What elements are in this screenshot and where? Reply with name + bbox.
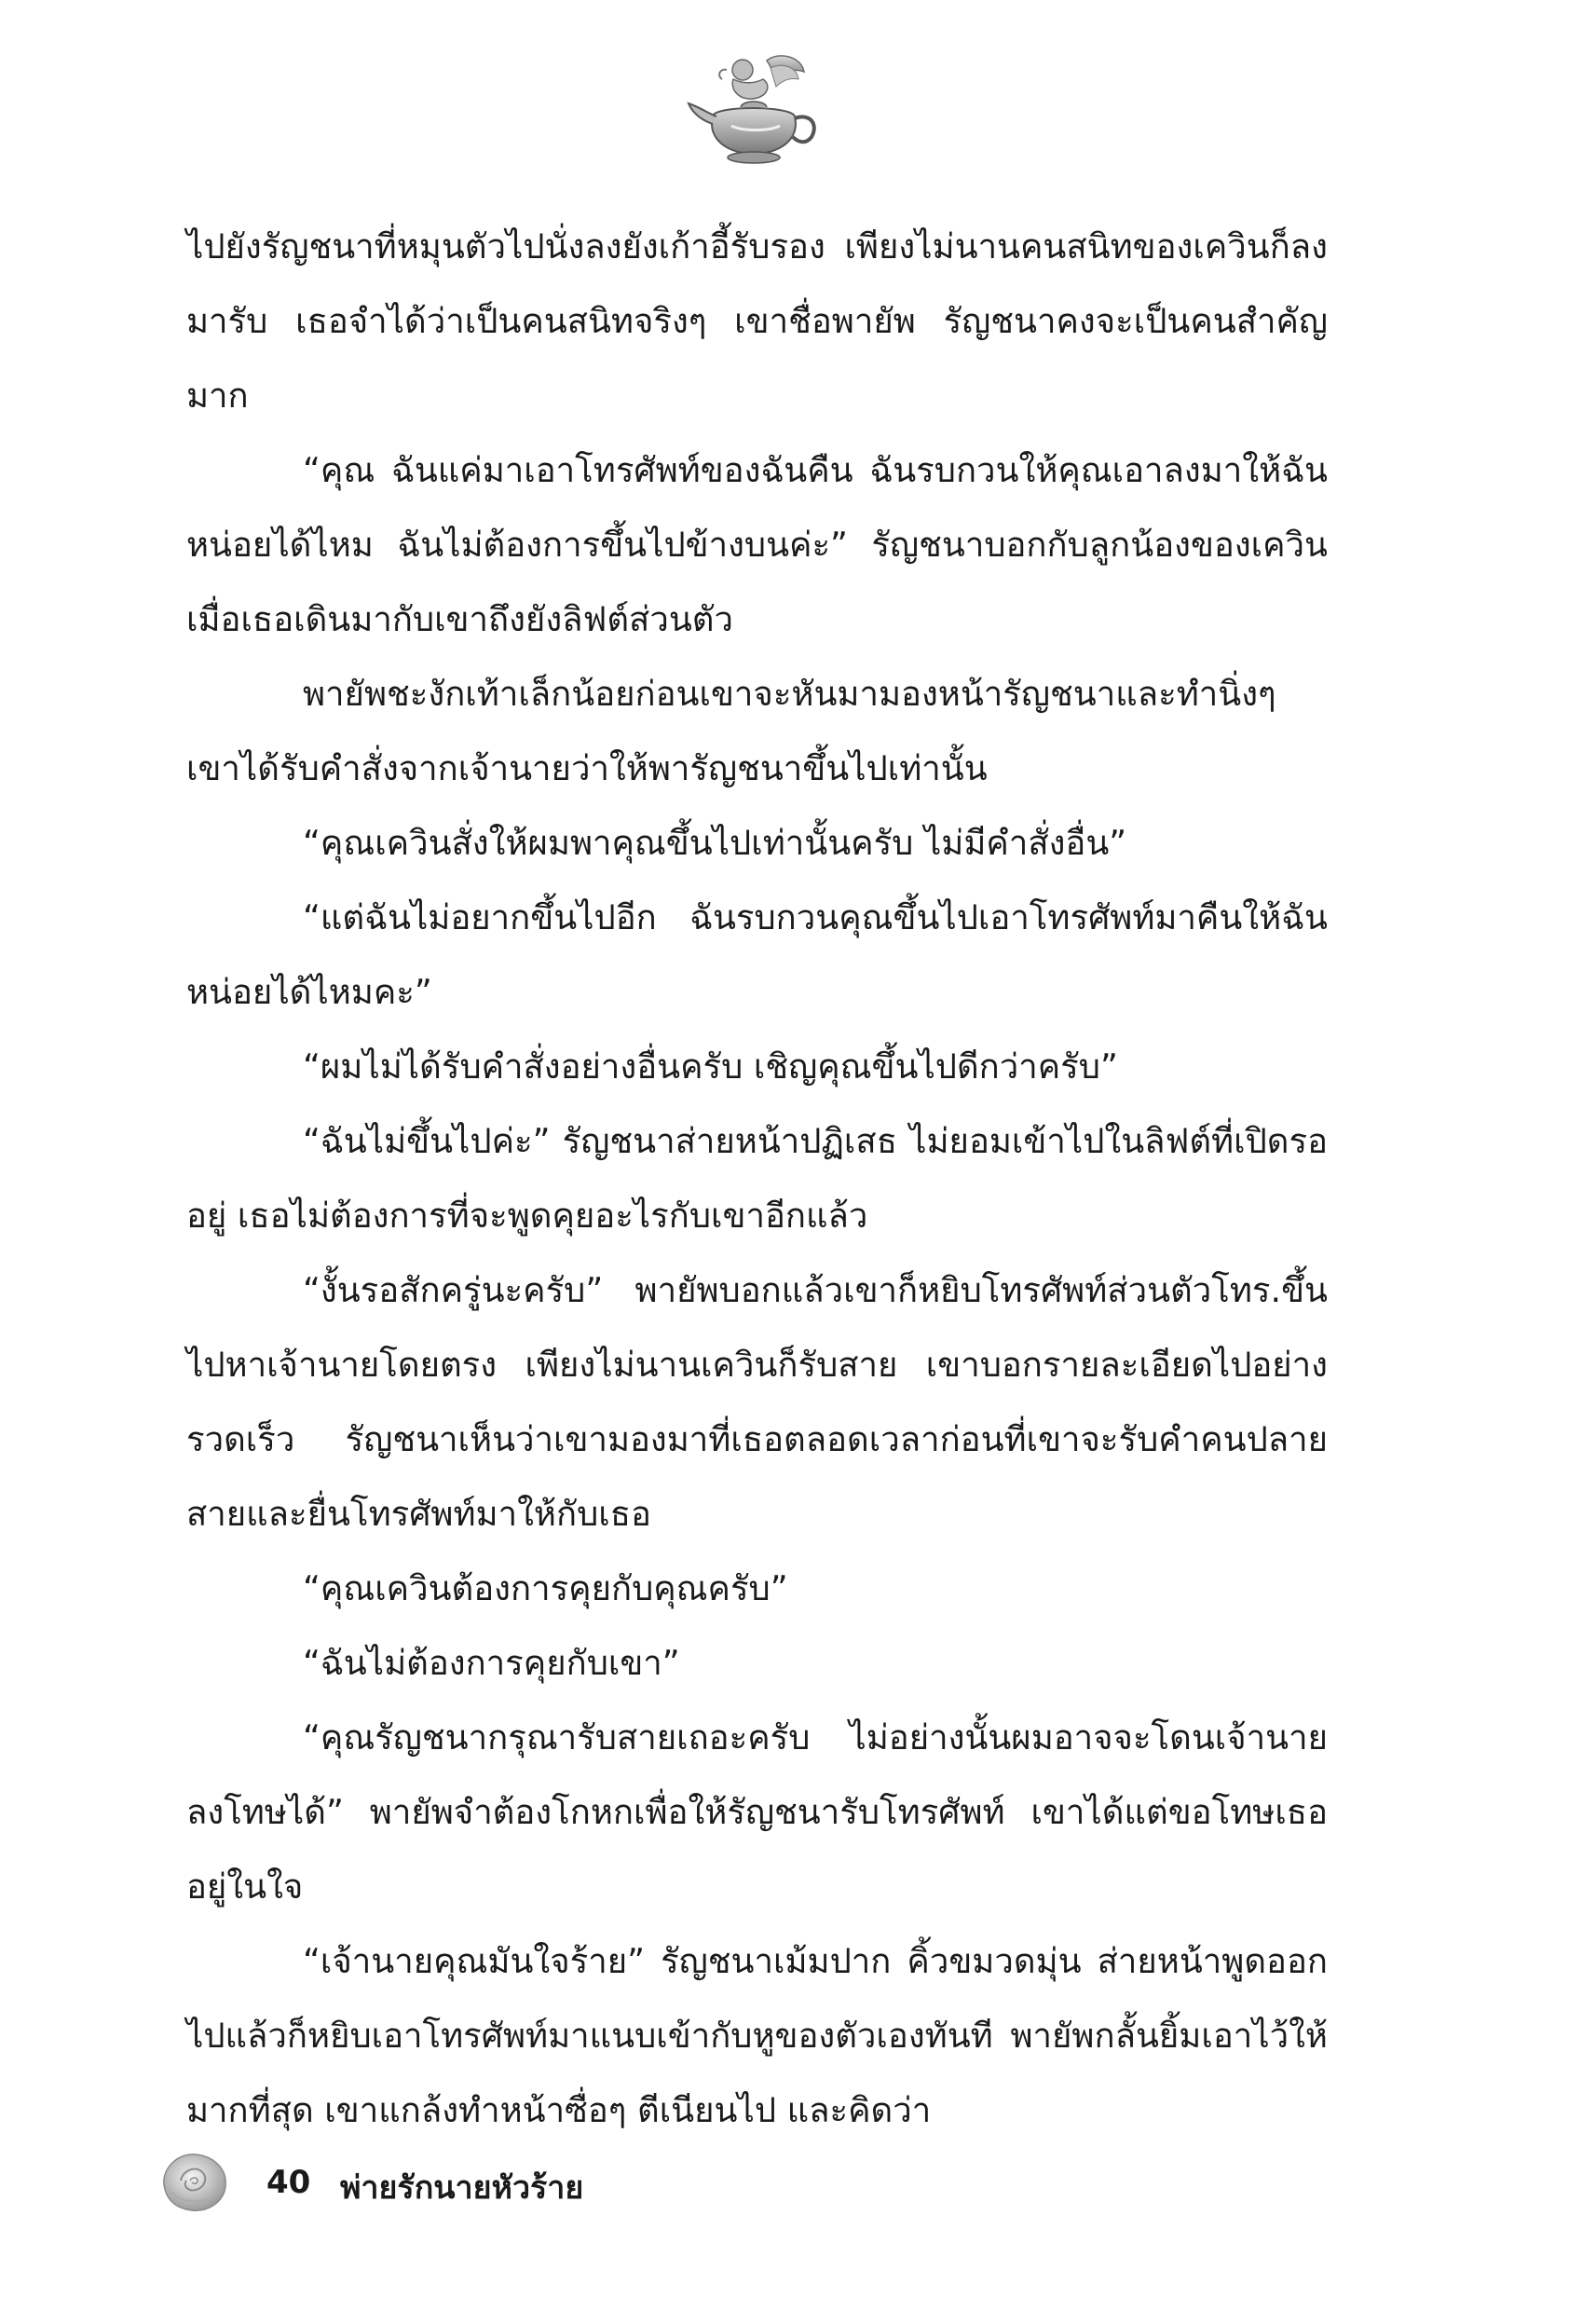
page-number: 40 (266, 2164, 311, 2201)
paragraph-1: ไปยังรัญชนาที่หมุนตัวไปนั่งลงยังเก้าอี้รับรอง เพียงไม่นานคนสนิทของเควินก็ลงมารับ เธอจำได้ว่าเป็นคนสนิทจริงๆ เขาชื่อพายัพ รัญชนาคงจะเป็นคนสำคัญมาก (186, 226, 1328, 416)
paragraph-7: “ฉันไม่ขึ้นไปค่ะ” รัญชนาส่ายหน้าปฏิเสธ ไม่ยอมเข้าไปในลิฟต์ที่เปิดรออยู่ เธอไม่ต้องการที่จะพูดคุยอะไรกับเขาอีกแล้ว (186, 1121, 1328, 1236)
paragraph-12: “เจ้านายคุณมันใจร้าย” รัญชนาเม้มปาก คิ้วขมวดมุ่น ส่ายหน้าพูดออกไปแล้วก็หยิบเอาโทรศัพท์มาแนบเข้ากับหูของตัวเองทันที พายัพกลั้นยิ้มเอาไว้ให้มากที่สุด เขาแกล้งทำหน้าซื่อๆ ตีเนียนไป และคิดว่า (186, 1941, 1328, 2130)
paragraph-10: “ฉันไม่ต้องการคุยกับเขา” (303, 1643, 680, 1683)
paragraph-9: “คุณเควินต้องการคุยกับคุณครับ” (303, 1568, 788, 1608)
paragraph-5: “แต่ฉันไม่อยากขึ้นไปอีก ฉันรบกวนคุณขึ้นไปเอาโทรศัพท์มาคืนให้ฉันหน่อยได้ไหมคะ” (186, 897, 1328, 1012)
rose-icon (158, 2143, 233, 2218)
book-title: พ่ายรักนายหัวร้าย (340, 2169, 584, 2207)
paragraph-4: “คุณเควินสั่งให้ผมพาคุณขึ้นไปเท่านั้นครับ ไม่มีคำสั่งอื่น” (303, 823, 1127, 863)
paragraph-11: “คุณรัญชนากรุณารับสายเถอะครับ ไม่อย่างนั้นผมอาจจะโดนเจ้านายลงโทษได้” พายัพจำต้องโกหกเพื่อให้รัญชนารับโทรศัพท์ เขาได้แต่ขอโทษเธออยู่ในใจ (186, 1717, 1328, 1907)
paragraph-3: พายัพชะงักเท้าเล็กน้อยก่อนเขาจะหันมามองหน้ารัญชนาและทำนิ่งๆ เขาได้รับคำสั่งจากเจ้านายว่าให้พารัญชนาขึ้นไปเท่านั้น (186, 674, 1276, 788)
paragraph-8: “งั้นรอสักครู่นะครับ” พายัพบอกแล้วเขาก็หยิบโทรศัพท์ส่วนตัวโทร.ขึ้นไปหาเจ้านายโดยตรง เพียงไม่นานเควินก็รับสาย เขาบอกรายละเอียดไปอย่างรวดเร็ว รัญชนาเห็นว่าเขามองมาที่เธอตลอดเวลาก่อนที่เขาจะรับคำคนปลายสายและยื่นโทรศัพท์มาให้กับเธอ (186, 1270, 1328, 1534)
page-footer (158, 2143, 811, 2227)
header-ornament-icon (685, 51, 825, 168)
paragraph-2: “คุณ ฉันแค่มาเอาโทรศัพท์ของฉันคืน ฉันรบกวนให้คุณเอาลงมาให้ฉันหน่อยได้ไหม ฉันไม่ต้องการขึ้นไปข้างบนค่ะ” รัญชนาบอกกับลูกน้องของเควินเมื่อเธอเดินมากับเขาถึงยังลิฟต์ส่วนตัว (186, 450, 1328, 639)
body-text (186, 210, 1328, 2148)
paragraph-6: “ผมไม่ได้รับคำสั่งอย่างอื่นครับ เชิญคุณขึ้นไปดีกว่าครับ” (303, 1046, 1118, 1087)
cupid-teapot-ornament-icon (685, 51, 825, 168)
